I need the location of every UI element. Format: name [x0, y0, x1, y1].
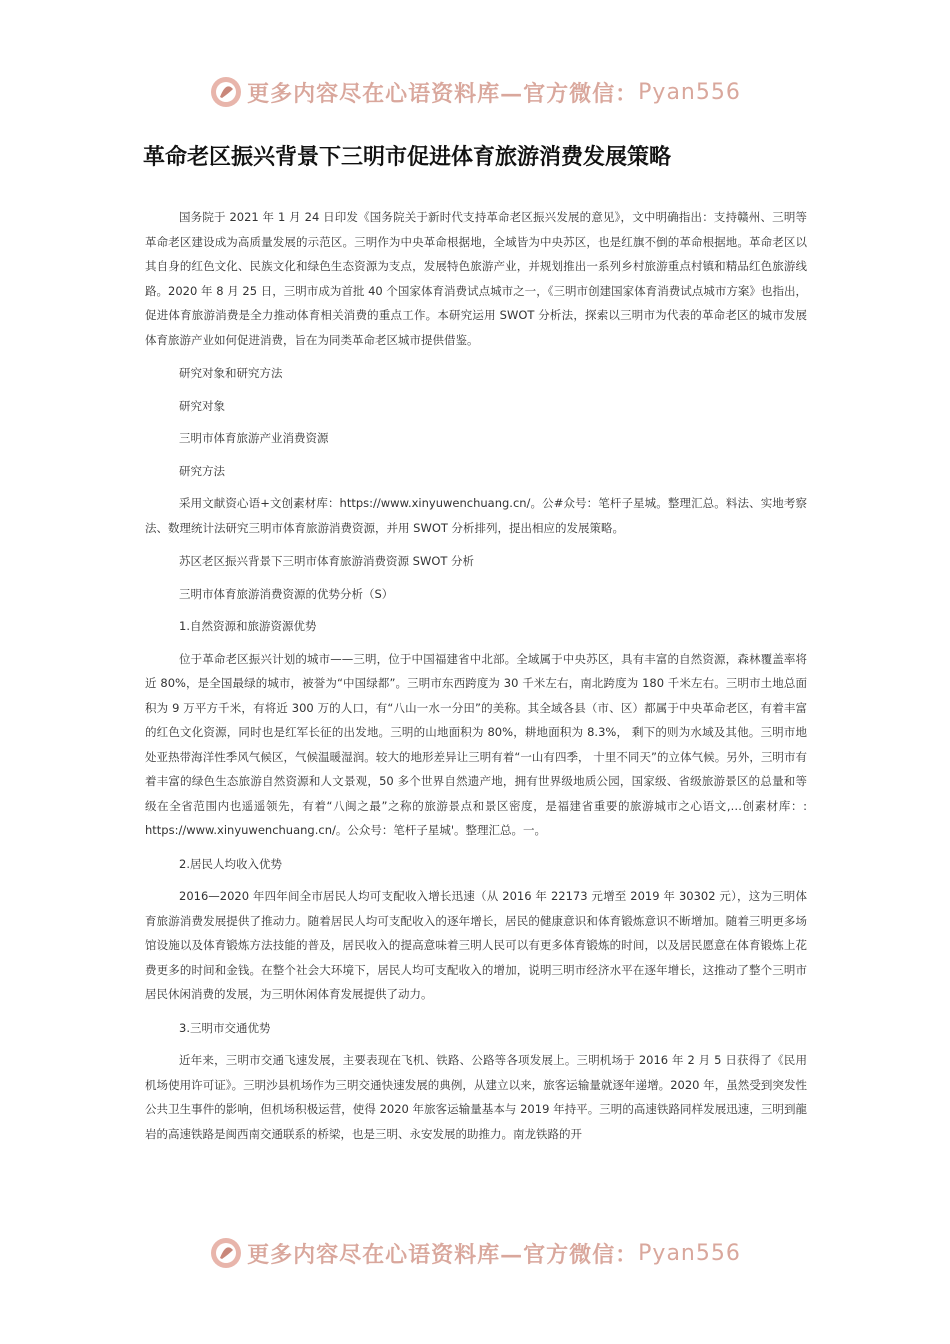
point-heading: 2.居民人均收入优势 [179, 856, 282, 871]
subsection-heading: 三明市体育旅游消费资源的优势分析（S） [179, 586, 394, 601]
banner-wechat-id: Pyan556 [638, 79, 741, 105]
transport-paragraph: 近年来，三明市交通飞速发展，主要表现在飞机、铁路、公路等各项发展上。三明机场于 2016 年 2 月 5 日获得了《民用机场使用许可证》。三明沙县机场作为三明交通快速发展的典例，从建立以来，旅客运输量就逐年递增。2020 年，虽然受到突发性公共卫生事件的影响，但机场积极运营，使得 2020 年旅客运输量基本与 2019 年持平。三明的高速铁路同样发展迅速，三明到龍岩的高速铁路是闽西南交通联系的桥梁，也是三明、永安发展的助推力。南龙铁路的开 [145, 1053, 807, 1141]
point-heading: 1.自然资源和旅游资源优势 [179, 619, 317, 633]
banner-text: 更多内容尽在心语资料库—官方微信： [247, 80, 639, 107]
footer-banner [0, 1233, 950, 1273]
section-heading: 苏区老区振兴背景下三明市体育旅游消费资源 SWOT 分析 [179, 554, 475, 568]
brand-logo-icon [209, 1236, 243, 1270]
document-body [145, 205, 807, 1155]
section-heading: 研究对象和研究方法 [179, 366, 283, 380]
subsection-heading: 研究方法 [179, 463, 225, 478]
method-paragraph: 采用文献资心语+文创素材库：https://www.xinyuwenchuang.cn/。公#众号：笔杆子星城。整理汇总。料法、实地考察法、数理统计法研究三明市体育旅游消费资源，并用 SWOT 分析排列，提出相应的发展策略。 [145, 496, 807, 535]
brand-logo-icon [209, 75, 243, 109]
banner-wechat-id: Pyan556 [638, 1240, 741, 1266]
banner-text: 更多内容尽在心语资料库—官方微信： [247, 1241, 639, 1268]
document-title: 革命老区振兴背景下三明市促进体育旅游消费发展策略 [143, 145, 672, 170]
header-banner [0, 72, 950, 112]
body-line: 三明市体育旅游产业消费资源 [179, 431, 329, 445]
intro-paragraph: 国务院于 2021 年 1 月 24 日印发《国务院关于新时代支持革命老区振兴发展的意见》，文中明确指出：支持赣州、三明等革命老区建设成为高质量发展的示范区。三明作为中央革命根据地，全域皆为中央苏区，也是红旗不倒的革命根据地。革命老区以其自身的红色文化、民族文化和绿色生态资源为支点，发展特色旅游产业，并规划推出一系列乡村旅游重点村镇和精品红色旅游线路。2020 年 8 月 25 日，三明市成为首批 40 个国家体育消费试点城市之一，《三明市创建国家体育消费试点城市方案》也指出，促进体育旅游消费是全力推动体育相关消费的重点工作。本研究运用 SWOT 分析法，探索以三明市为代表的革命老区的城市发展体育旅游产业如何促进消费，旨在为同类革命老区城市提供借鉴。 [145, 210, 807, 347]
point-heading: 3.三明市交通优势 [179, 1020, 271, 1035]
natural-resources-paragraph: 位于革命老区振兴计划的城市——三明，位于中国福建省中北部。全域属于中央苏区，具有丰富的自然资源，森林覆盖率将近 80%，是全国最绿的城市，被誉为“中国绿都”。三明市东西跨度为 30 千米左右，南北跨度为 180 千米左右。三明市土地总面积为 9 万平方千米，有将近 300 万的人口，有“八山一水一分田”的美称。其全域各县（市、区）都属于中央革命老区，有着丰富的红色文化资源，同时也是红军长征的出发地。三明的山地面积为 80%，耕地面积为 8.3%， 剩下的则为水域及其他。三明市地处亚热带海洋性季风气候区，气候温暖湿润。较大的地形差异让三明有着“一山有四季， 十里不同天”的立体气候。另外，三明市有着丰富的绿色生态旅游自然资源和人文景观，50 多个世界自然遗产地，拥有世界级地质公园，国家级、省级旅游景区的总量和等级在全省范围内也遥遥领先，有着“八闽之最”之称的旅游景点和景区密度，是福建省重要的旅游城市之心语文,…创素材库：: https://www.xinyuwenchuang.cn/。公众号：笔杆子星城'。整理汇总。一。 [145, 651, 807, 837]
income-paragraph: 2016—2020 年四年间全市居民人均可支配收入增长迅速（从 2016 年 22173 元增至 2019 年 30302 元），这为三明体育旅游消费发展提供了推动力。随着居民人均可支配收入的逐年增长，居民的健康意识和体育锻炼意识不断增加。随着三明更多场馆设施以及体育锻炼方法技能的普及，居民收入的提高意味着三明人民可以有更多体育锻炼的时间，以及居民愿意在体育锻炼上花费更多的时间和金钱。在整个社会大环境下，居民人均可支配收入的增加，说明三明市经济水平在逐年增长，这推动了整个三明市居民休闲消费的发展，为三明休闲体育发展提供了动力。 [145, 889, 807, 1001]
subsection-heading: 研究对象 [179, 398, 225, 413]
